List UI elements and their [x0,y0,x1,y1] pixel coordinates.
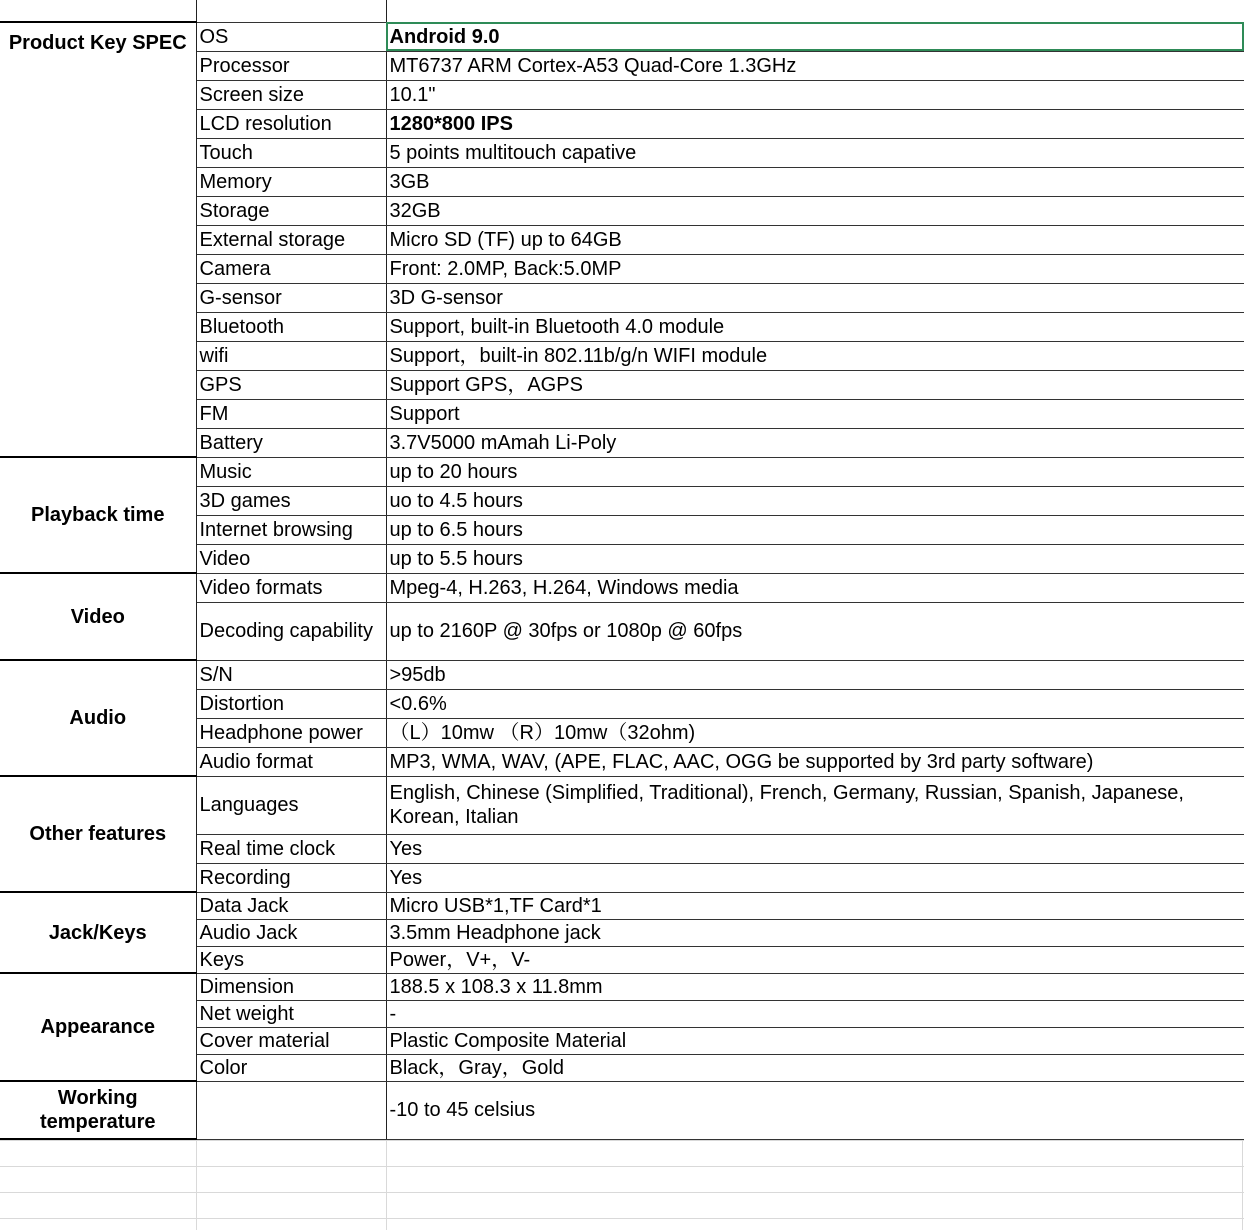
spec-label[interactable]: OS [196,22,386,51]
spec-value[interactable]: Plastic Composite Material [386,1027,1244,1054]
spec-label[interactable]: Audio format [196,747,386,776]
section-audio: Audio [0,660,196,776]
spec-label[interactable]: Data Jack [196,892,386,919]
spec-label[interactable]: Internet browsing [196,515,386,544]
spec-value[interactable]: 3.7V5000 mAmah Li-Poly [386,428,1244,457]
spec-label[interactable]: Headphone power [196,718,386,747]
spec-label[interactable]: Recording [196,863,386,892]
spec-value[interactable]: -10 to 45 celsius [386,1081,1244,1139]
spec-value[interactable]: Black，Gray，Gold [386,1054,1244,1081]
section-video: Video [0,573,196,660]
spec-label[interactable]: LCD resolution [196,109,386,138]
spec-label[interactable]: FM [196,399,386,428]
spec-label[interactable]: Video [196,544,386,573]
spec-label[interactable]: Processor [196,51,386,80]
section-other-features: Other features [0,776,196,892]
spec-value[interactable]: （L）10mw （R）10mw（32ohm) [386,718,1244,747]
section-appearance: Appearance [0,973,196,1081]
spec-value[interactable]: 3D G-sensor [386,283,1244,312]
spec-value[interactable]: uo to 4.5 hours [386,486,1244,515]
spec-value[interactable]: - [386,1000,1244,1027]
spec-label[interactable]: G-sensor [196,283,386,312]
spec-value[interactable]: Micro SD (TF) up to 64GB [386,225,1244,254]
section-playback-time: Playback time [0,457,196,573]
spec-label[interactable] [196,1081,386,1139]
table-row [0,776,1244,834]
spec-label[interactable]: Decoding capability [196,602,386,660]
spec-label[interactable]: Touch [196,138,386,167]
spec-label[interactable]: Memory [196,167,386,196]
spec-label[interactable]: Bluetooth [196,312,386,341]
spec-value[interactable]: 188.5 x 108.3 x 11.8mm [386,973,1244,1000]
table-row [0,457,1244,486]
section-working-temperature: Working temperature [0,1081,196,1139]
spec-value[interactable]: Support [386,399,1244,428]
spec-value[interactable]: Mpeg-4, H.263, H.264, Windows media [386,573,1244,602]
spec-label[interactable]: GPS [196,370,386,399]
section-jack-keys: Jack/Keys [0,892,196,973]
table-row [0,1081,1244,1139]
spec-label[interactable]: Dimension [196,973,386,1000]
spec-value[interactable]: up to 2160P @ 30fps or 1080p @ 60fps [386,602,1244,660]
table-row [0,660,1244,689]
spec-value[interactable]: Android 9.0 [386,22,1244,51]
spec-label[interactable]: Cover material [196,1027,386,1054]
spec-value[interactable]: Yes [386,863,1244,892]
spec-value[interactable]: 3.5mm Headphone jack [386,919,1244,946]
spec-label[interactable]: External storage [196,225,386,254]
spec-label[interactable]: wifi [196,341,386,370]
spec-value[interactable]: >95db [386,660,1244,689]
spec-value[interactable]: Support, built-in Bluetooth 4.0 module [386,312,1244,341]
spec-label[interactable]: Audio Jack [196,919,386,946]
header-blank-row [0,0,1244,22]
spec-label[interactable]: 3D games [196,486,386,515]
spec-value[interactable]: Front: 2.0MP, Back:5.0MP [386,254,1244,283]
spec-label[interactable]: Storage [196,196,386,225]
spec-label[interactable]: Languages [196,776,386,834]
spec-value[interactable]: Micro USB*1,TF Card*1 [386,892,1244,919]
spec-label[interactable]: Camera [196,254,386,283]
spec-value[interactable]: 32GB [386,196,1244,225]
table-row [0,892,1244,919]
grid-divider [196,1140,197,1230]
grid-divider [1242,1140,1243,1230]
spec-label[interactable]: Color [196,1054,386,1081]
spec-value[interactable]: <0.6% [386,689,1244,718]
spec-value[interactable]: 5 points multitouch capative [386,138,1244,167]
spec-label[interactable]: Music [196,457,386,486]
spec-value[interactable]: Support GPS，AGPS [386,370,1244,399]
spec-value[interactable]: 1280*800 IPS [386,109,1244,138]
spec-label[interactable]: Screen size [196,80,386,109]
section-product-key-spec: Product Key SPEC [0,22,196,457]
spec-value[interactable]: Support，built-in 802.11b/g/n WIFI module [386,341,1244,370]
spec-value[interactable]: English, Chinese (Simplified, Traditional), French, Germany, Russian, Spanish, Japanese, Korean, Italian [386,776,1244,834]
table-row [0,573,1244,602]
spec-label[interactable]: Real time clock [196,834,386,863]
spec-label[interactable]: Distortion [196,689,386,718]
empty-grid-area[interactable] [0,1140,1244,1230]
spec-value[interactable]: MT6737 ARM Cortex-A53 Quad-Core 1.3GHz [386,51,1244,80]
spec-value[interactable]: MP3, WMA, WAV, (APE, FLAC, AAC, OGG be supported by 3rd party software) [386,747,1244,776]
spec-value[interactable]: 10.1" [386,80,1244,109]
spec-label[interactable]: Net weight [196,1000,386,1027]
table-row [0,22,1244,51]
spec-label[interactable]: S/N [196,660,386,689]
spec-label[interactable]: Video formats [196,573,386,602]
spec-label[interactable]: Keys [196,946,386,973]
table-row [0,973,1244,1000]
spec-value[interactable]: up to 6.5 hours [386,515,1244,544]
grid-divider [386,1140,387,1230]
spec-value[interactable]: up to 20 hours [386,457,1244,486]
spec-value[interactable]: Yes [386,834,1244,863]
spec-label[interactable]: Battery [196,428,386,457]
spec-value[interactable]: 3GB [386,167,1244,196]
spec-value[interactable]: Power，V+，V- [386,946,1244,973]
spec-value[interactable]: up to 5.5 hours [386,544,1244,573]
